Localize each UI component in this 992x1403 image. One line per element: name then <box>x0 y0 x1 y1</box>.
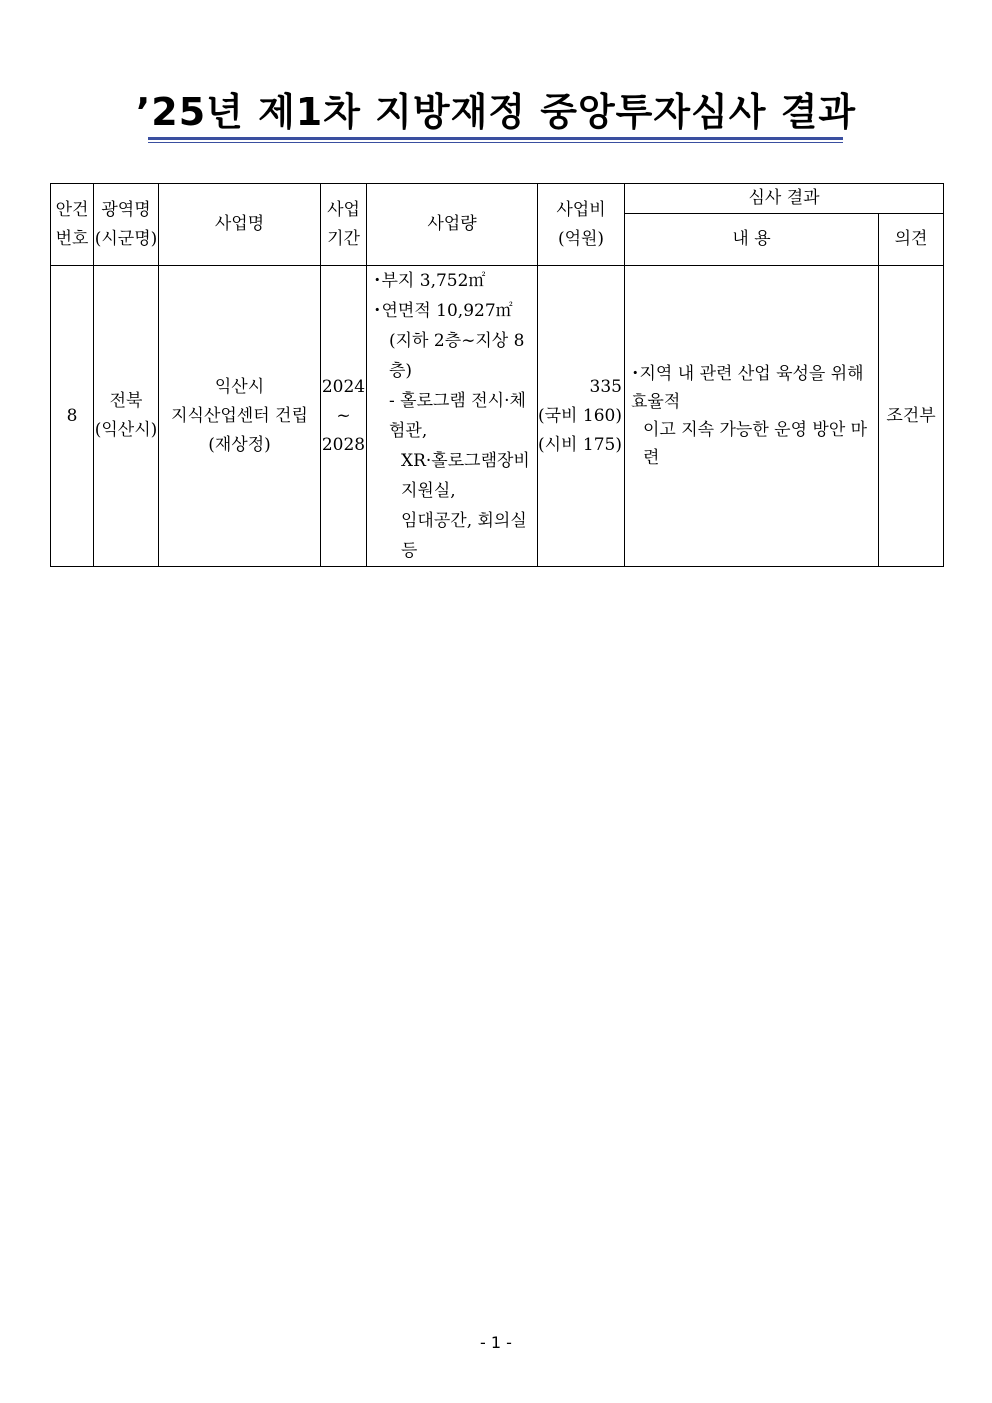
cost-national <box>538 402 622 431</box>
cell-region <box>94 266 159 567</box>
quantity-line: - 홀로그램 전시·체험관, <box>389 391 526 441</box>
quantity-line: (지하 2층∼지상 8층) <box>389 331 525 381</box>
header-no <box>51 184 94 266</box>
header-region-line1: 광역명 <box>101 199 151 220</box>
page-title: ’25년 제1차 지방재정 중앙투자심사 결과 <box>135 90 857 134</box>
cost-national-label: (국비 <box>538 405 578 426</box>
cell-period-start: 2024 <box>321 376 366 397</box>
cost-national-value: 160) <box>582 405 622 426</box>
title-underline <box>148 137 843 140</box>
header-period <box>321 184 367 266</box>
content-line2: 이고 지속 가능한 운영 방안 마련 <box>643 420 868 468</box>
header-period-line2: 기간 <box>327 228 360 249</box>
title-underline-thin <box>148 142 843 143</box>
cell-period-end: 2028 <box>321 434 366 455</box>
cell-region-line1: 전북 <box>109 391 143 411</box>
header-cost-line1: 사업비 <box>556 199 606 220</box>
quantity-line: XR·홀로그램장비지원실, <box>401 451 530 501</box>
cost-city-value: 175) <box>582 434 622 455</box>
content-line1: ･지역 내 관련 산업 육성을 위해 효율적 <box>631 364 864 412</box>
review-result-table <box>50 183 944 567</box>
cell-period-sep: ~ <box>336 405 351 426</box>
header-review: 심사 결과 <box>625 184 944 214</box>
cost-city-label: (시비 <box>538 434 578 455</box>
title-wrap <box>0 88 992 140</box>
header-cost <box>538 184 625 266</box>
cell-period <box>321 266 367 567</box>
cell-cost <box>538 266 625 567</box>
header-period-line1: 사업 <box>327 199 360 220</box>
header-content: 내 용 <box>625 214 879 266</box>
cell-region-line2: (익산시) <box>94 420 158 440</box>
cell-project-line3: (재상정) <box>208 434 271 455</box>
table-row <box>51 266 944 567</box>
cell-project <box>159 266 321 567</box>
cost-total: 335 <box>589 376 622 397</box>
cell-quantity <box>367 266 538 567</box>
quantity-line: ･부지 3,752㎡ <box>373 271 486 291</box>
header-opinion: 의견 <box>879 214 944 266</box>
cell-opinion: 조건부 <box>879 266 944 567</box>
quantity-line: ･연면적 10,927㎡ <box>373 301 513 321</box>
header-cost-line2: (억원) <box>557 228 605 249</box>
header-region <box>94 184 159 266</box>
quantity-line: 임대공간, 회의실 등 <box>401 511 527 561</box>
cell-project-line1: 익산시 <box>214 376 265 397</box>
cell-project-line2: 지식산업센터 건립 <box>171 405 308 426</box>
cell-no: 8 <box>51 266 94 567</box>
cost-city <box>538 431 622 460</box>
header-region-line2: (시군명) <box>94 228 158 249</box>
cell-content <box>625 266 879 567</box>
header-quantity: 사업량 <box>367 184 538 266</box>
header-no-line2: 번호 <box>55 228 89 249</box>
header-row <box>51 184 944 214</box>
page-number: - 1 - <box>480 1333 512 1352</box>
header-no-line1: 안건 <box>55 199 89 220</box>
header-project: 사업명 <box>159 184 321 266</box>
